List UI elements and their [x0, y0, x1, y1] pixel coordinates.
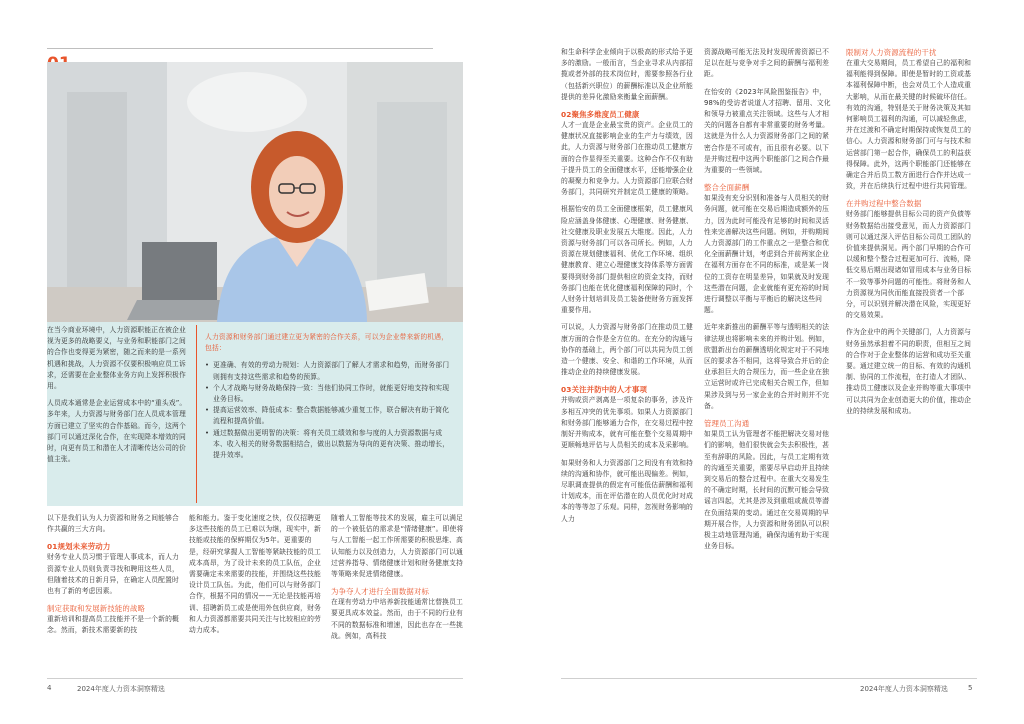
paragraph: 财务部门能够提供目标公司的资产负债等财务数据给出接受意见，而人力资源部门则可以通过深入评估目标公司员工团队的价值来提供洞见。两个部门早期的合作可以缓和整个整合过程更加可行、流畅，降低交易后期出现诸如冒用成本与业务目标不一致等事外问题的可能性。将财务和人力资源视为同伙而能直接投资者一个部分，可以识别并解决潜在风险，实现更好的交易效果。: [846, 210, 972, 320]
paragraph: 在重大交易期间，员工希望自己的福利和福利能得到保障。即使是暂时的工资或基本福利保障中断，也会对员工个人造成重大影响，从而在最关键的时候破坏信任。有效的沟通，特别是关于财务决策及其如何影响员工福利的沟通，可以减轻焦虑，并在过渡和不确定时期保持或恢复员工的信心。人力资源和财务部门可与与技术和运营部门第一起合作，确保员工的利益获得保障。此外，这两个职能部门还能够在确定合并后员工数方面进行合作并达成一致，并在后续执行过程中进行共同管理。: [846, 59, 972, 191]
subheading: 管理员工沟通: [704, 419, 750, 429]
top-rule: [47, 48, 433, 49]
subheading: 为争夺人才进行全面数据对标: [331, 587, 430, 597]
paragraph: 财务专业人员习惯于管理人事成本，而人力资源专业人员则负责寻找和聘用这些人员，但随着技术的日新月异，在确定人员配置时也有了新的考虑因素。: [47, 553, 179, 596]
bullet-item: • 通过数据做出更明智的决策：将有关员工绩效和参与度的人力资源数据与成本、收入相关的财务数据相结合，做出以数据为导向的更有决策、推动增长，提升效率。: [213, 428, 455, 462]
right-col-3: [846, 47, 977, 417]
paragraph: 能和能力。鉴于变化速度之快，仅仅招聘更多这些技能的员工已难以为继，现实中，新技能或技能的保鲜期仅为5年。更重要的是，经研究掌握人工智能等紧缺技能的员工成本高昂，为了设计未来的员工队伍，企业需要确定未来需要的技能，并围绕这些技能设计员工队伍。为此，他们可以与财务部门合作，根据不同的情况——无论是技能再培训、招聘新员工或是使用外包供应商，财务和人力资源都需要共同关注与比较相应的劳动力成本。: [189, 514, 321, 635]
paragraph: 可以说，人力资源与财务部门在推动员工健康方面的合作是全方位的。在充分的沟通与协作的基础上，两个部门可以共同为员工创造一个健康、安全、和谐的工作环境，从而推动企业的持续健康发展。: [561, 323, 693, 377]
paragraph: 如果没有充分识别和准备与人员相关的财务问题，就可能在交易后期造成额外的压力，因为此时可能没有足够的时间和灵活性来完善解决这些问题。例如，并购期间人力资源部门的工作重点之一是整合和优化全面薪酬计划，考虑到合并前两家企业在福利方面存在不同的标准，或是某一岗位的工资存在明显差异，如果就及时发现这些潜在问题，企业就能有更充裕的时间进行调整以平衡与平衡后的解决这些问题。: [704, 194, 830, 315]
paragraph: 近年来新推出的薪酬平等与透明相关的法律法规也将影响未来的并购计划。例如，欧盟新出台的薪酬透明化规定对于不同地区的要求各不相同，这将导致合并后的企业承担巨大的合规压力，而一些企业在独立运营时或许已完成相关合规工作，但如果涉及到与另一家企业的合并时则并不完备。: [704, 323, 830, 410]
subheading-02: 02聚焦多维度员工健康: [561, 110, 640, 120]
office-woman-illustration: [47, 62, 463, 322]
subheading-01: 01规划未来劳动力: [47, 542, 111, 552]
box-left-paragraph: 在当今商业环境中，人力资源职能正在被企业视为更多的战略要义，与业务和职能部门之间的合作也变得更为紧密，随之而来的是一系列机遇和挑战，人力资源不仅要积极响应员工诉求，还需要在企业整体业务方向上发挥积极作用。: [47, 326, 186, 391]
page-number: 5: [968, 684, 973, 692]
subheading: 整合全面薪酬: [704, 183, 750, 193]
right-col-2: [704, 47, 835, 552]
paragraph: 和生命科学企业倾向于以极高的形式给予更多的激励。一般而言，当企业寻求从内部招揽或者外部的技术岗位时，需要参照各行业（包括新兴职位）的薪酬标准以及企业所能提供的差异化激励来衡量全面薪酬。: [561, 48, 693, 101]
paragraph: 作为企业中的两个关键部门，人力资源与财务虽然承担着不同的职责，但相互之间的合作对于企业整体的运营和成功至关重要。通过建立统一的目标、有效的沟通机制、协同的工作流程，在打造人才团队、推动员工健康以及企业并购等重大事项中可以共同为企业创造更大的价值，推动企业的持续发展和成功。: [846, 328, 972, 415]
paragraph: 如果财务和人力资源部门之间没有有效和持续的沟通和协作，就可能出现偏差。例如，尽职调查提供的假定有可能低估薪酬和福利计划成本，而在评估潜在的人员优化时对成本的等等忽了乐观。同样，忽视财务影响的人力: [561, 458, 693, 523]
paragraph: 人才一直是企业最宝贵的资产。企业员工的健康状况直接影响企业的生产力与绩效，因此，人力资源与财务部门在推动员工健康方面的合作显得至关重要。这种合作不仅有助于提升员工的全面健康水平，还能增强企业的凝聚力和竞争力。人力资源部门应联合财务部门，共同研究并制定员工健康的策略。: [561, 121, 693, 197]
paragraph: 随着人工智能等技术的发展，雇主可以满足的一个被低估的需求是“情绪健康”。即使将与人工智能一起工作所需要的积极思维、高认知能力以及创造力，人力资源部门可以通过营养指导、情绪健康计划和财务健康支持等策略来促进情绪健康。: [331, 514, 464, 579]
box-right-bullets: [205, 360, 455, 461]
left-col-1: [47, 513, 180, 637]
box-divider: [196, 325, 197, 503]
footer-rule: [561, 678, 977, 679]
box-right-text: [205, 332, 455, 461]
bullet-item: • 更准确、有效的劳动力规划：人力资源部门了解人才需求和趋势，而财务部门则拥有支持这些需求和趋势的预算。: [213, 360, 455, 382]
footer-title: 2024年度人力资本洞察精选: [860, 685, 948, 693]
box-left-paragraph: 人员成本通常是企业运营成本中的“重头戏”。多年来，人力资源与财务部门在人员成本管理方面已建立了坚实的合作基础。而今，这两个部门可以通过深化合作，在实现降本增效的同时，向更有员工和潜在人才清晰传达公司的价值主张。: [47, 399, 187, 464]
footer-title: 2024年度人力资本洞察精选: [77, 685, 165, 693]
bullet-item: • 个人才战略与财务战略保持一致：当他们协同工作时，就能更好地支持和实现业务目标。: [213, 383, 455, 405]
subheading: 制定获取和发展新技能的战略: [47, 604, 146, 614]
subheading: 在并购过程中整合数据: [846, 199, 922, 209]
paragraph: 重新培训和提高员工技能并不是一个新的概念。然而，新技术需要新的技: [47, 615, 179, 635]
paragraph: 在怡安的《2023年风险图鉴报告》中，98%的受访者说道人才招聘、留用、文化和领导力被重点关注领域。这些与人才相关的问题各自都有非常重要的财务考量。这就是为什么人力资源财务部门之间的紧密合作是不可或有，而且很有必要。以下是并购过程中这两个职能部门之间合作最为重要的一些领域。: [704, 87, 831, 175]
right-col-1: [561, 47, 694, 525]
paragraph: 资源战略可能无法及时发现所需资源已不足以在赶与竞争对手之间的薪酬与福利差距。: [704, 48, 830, 79]
page-number: 4: [47, 684, 52, 692]
left-col-2: [189, 513, 322, 636]
subheading: 限制对人力资源流程的干扰: [846, 48, 937, 57]
left-col-3: [331, 513, 464, 642]
bullet-item: • 提高运营效率、降低成本：整合数据能够减少重复工作，联合解决有助于简化流程和提高价值。: [213, 405, 455, 427]
paragraph: 在现有劳动力中培养新技能通常比替换员工要更具成本效益。然而，由于不同的行业有不同的数据标准和增速，因此也存在一些挑战。例如，高科技: [331, 598, 463, 640]
box-left-text: [47, 325, 192, 465]
paragraph: 并购或资产剥离是一项复杂的事务，涉及许多相互冲突的优先事项。如果人力资源部门和财务部门能够通力合作，在交易过程中控制好并购成本，就有可能在整个交易周期中更顺畅地评估与人员相关的成本及采影响。: [561, 396, 693, 450]
paragraph: 根据怡安的员工全面健康框架，员工健康风险应涵盖身体健康、心理健康、财务健康、社交健康及职业发展五大维度。因此，人力资源与财务部门可以各司所长。例如，人力资源在规划健康福利、优化工作环境、组织健康教育、建立心理健康支持体系等方面需要得到财务部门提供相应的资金支持，而财务部门也能在优化健康福利保障的同时，个人财务计划培训及员工装备使财务方面发挥重要作用。: [561, 205, 693, 315]
intro-paragraph: 以下是我们认为人力资源和财务之间能够合作共赢的三大方向。: [47, 514, 179, 534]
paragraph: 如果员工认为管理者不能把解决交易对他们的影响，他们很快就会失去积极性，甚至有辞职的风险。因此，与员工定期有效的沟通至关重要，需要尽早启动并且持续到交易后的整合过程中。在重大交易发生的不确定时期，长时间的沉默可能会导致谣言四起，尤其是涉及到重组或裁员等潜在负面结果的变动。通过在交易周期的早期开展合作，人力资源和财务团队可以积极主动地管理沟通，确保沟通有助于实现业务目标。: [704, 430, 830, 551]
subheading-03: 03关注并防中的人才事项: [561, 385, 647, 395]
footer-rule: [47, 678, 463, 679]
hero-photo: [47, 62, 463, 322]
box-right-heading: 人力资源和财务部门通过建立更为紧密的合作关系，可以为企业带来新的机遇，包括：: [205, 333, 449, 353]
